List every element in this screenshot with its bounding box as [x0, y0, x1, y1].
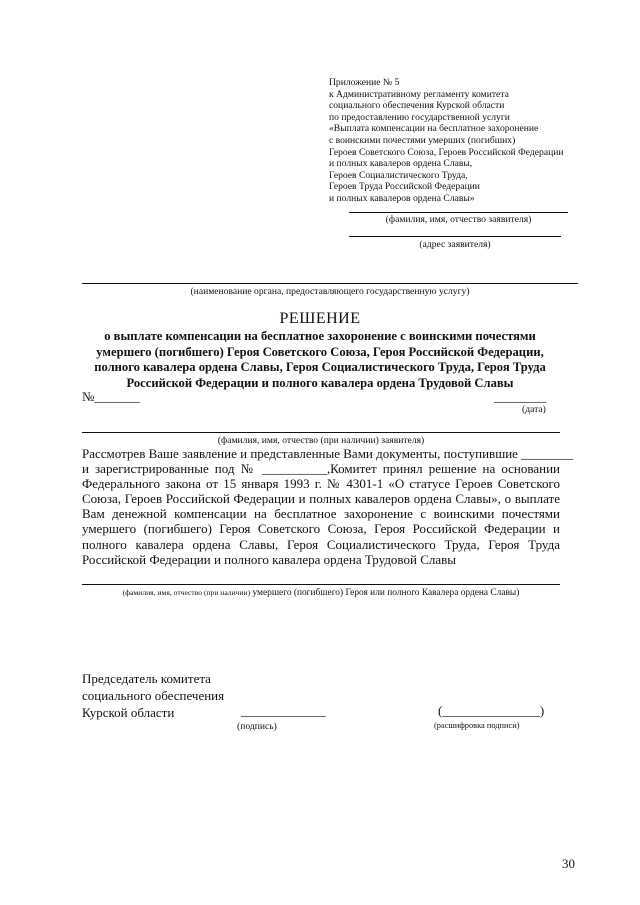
hero-name-line — [82, 584, 560, 585]
applicant-fio-line — [349, 212, 568, 213]
applicant-name-caption: (фамилия, имя, отчество (при наличии) заявителя) — [217, 435, 425, 446]
appendix-line: «Выплата компенсации на бесплатное захоронение — [329, 123, 539, 135]
subtitle-line: полного кавалера ордена Славы, Героя Социалистического Труда, Героя Труда — [94, 360, 546, 374]
body-line: Российской Федерации и полного кавалера ордена Трудовой Славы — [82, 551, 456, 567]
page-number: 30 — [562, 856, 575, 871]
appendix-header — [329, 77, 564, 205]
subtitle-line: о выплате компенсации на бесплатное захоронение с воинскими почестями — [104, 329, 536, 343]
signer-title-line: Курской области — [82, 705, 175, 720]
body-line: Союза, Героев Российской Федерации и полных кавалеров ордена Славы», о выплате — [82, 491, 560, 507]
hero-caption-rest: умершего (погибшего) Героя или полного Кавалера ордена Славы) — [250, 588, 520, 598]
signature-block — [82, 670, 224, 721]
appendix-line: Героев Труда Российской Федерации — [329, 181, 480, 193]
appendix-line: Приложение № 5 — [329, 77, 400, 88]
organ-caption: (наименование органа, предоставляющего государственную услугу) — [190, 286, 470, 297]
body-line: Федерального закона от 15 января 1993 г. № 4301-1 «О статусе Героев Советского — [82, 476, 560, 492]
decision-body — [82, 446, 574, 567]
organ-line — [82, 283, 578, 284]
subtitle-line: умершего (погибшего) Героя Советского Союза, Героя Российской Федерации, — [96, 344, 544, 359]
signer-title-line: Председатель комитета — [82, 671, 211, 686]
signer-title-line: социального обеспечения — [82, 688, 225, 703]
hero-caption-small: (фамилия, имя, отчество (при наличии) — [122, 588, 251, 597]
appendix-line: к Административному регламенту комитета — [329, 88, 509, 100]
appendix-line: по предоставлению государственной услуги — [329, 111, 510, 123]
body-line: Рассмотрев Ваше заявление и представленные Вами документы, поступившие ________ — [82, 446, 574, 461]
signature-caption: (подпись) — [237, 721, 277, 732]
decision-subtitle — [80, 329, 560, 391]
applicant-name-line — [82, 432, 560, 433]
signature-blank: _____________ — [241, 703, 326, 718]
appendix-line: и полных кавалеров ордена Славы» — [329, 192, 475, 204]
decryption-blank: (_______________) — [438, 703, 545, 718]
appendix-line: Героев Социалистического Труда, — [329, 169, 468, 181]
body-line: и зарегистрированные под № __________,Комитет принял решение на основании — [82, 461, 560, 477]
appendix-line: с воинскими почестями умерших (погибших) — [329, 134, 516, 146]
decision-number: №_______ — [82, 389, 140, 404]
appendix-line: социального обеспечения Курской области — [329, 100, 505, 112]
hero-name-caption — [82, 588, 560, 598]
appendix-line: и полных кавалеров ордена Славы, — [329, 158, 473, 170]
subtitle-line: Российской Федерации и полного кавалера ордена Трудовой Славы — [126, 375, 514, 390]
decision-date-blank: ________ — [494, 389, 546, 404]
decision-title: РЕШЕНИЕ — [279, 310, 361, 327]
applicant-address-line — [349, 236, 561, 237]
decision-date-caption: (дата) — [522, 404, 546, 415]
body-line: умершего (погибшего) Героя Советского Союза, Героя Российской Федерации и — [82, 521, 560, 537]
applicant-address-caption: (адрес заявителя) — [419, 239, 491, 250]
decryption-caption: (расшифровка подписи) — [434, 721, 520, 730]
body-line: полного кавалера ордена Славы, Героя Социалистического Труда, Героя Труда — [82, 536, 560, 552]
body-line: Вам денежной компенсации на бесплатное захоронение с воинскими почестями — [82, 506, 560, 522]
applicant-fio-caption: (фамилия, имя, отчество заявителя) — [385, 214, 532, 225]
appendix-line: Героев Советского Союза, Героев Российской Федерации — [329, 146, 564, 158]
